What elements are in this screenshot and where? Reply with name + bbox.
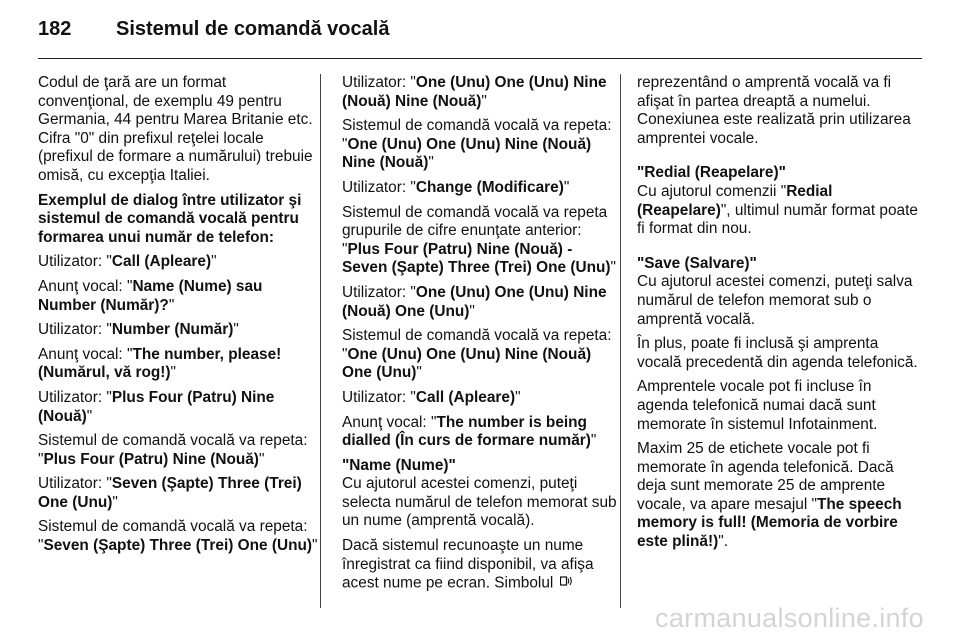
name-command-heading: "Name (Nume)" bbox=[342, 456, 456, 474]
watermark: carmanualsonline.info bbox=[655, 603, 924, 633]
dialog-line: Utilizator: "Number (Număr)" bbox=[38, 321, 239, 339]
dialog-line: Utilizator: "Change (Modificare)" bbox=[342, 178, 570, 196]
save-text: Cu ajutorul acestei comenzi, puteţi salva numărul de telefon memorat sub o amprentă vocală. bbox=[637, 273, 913, 328]
dialog-line: Utilizator: "Seven (Şapte) Three (Trei) One (Unu)" bbox=[38, 475, 302, 511]
dialog-line: Sistemul de comandă vocală va repeta: "One (Unu) One (Unu) Nine (Nouă) One (Unu)" bbox=[342, 327, 612, 382]
dialog-line: Sistemul de comandă vocală va repeta: "Seven (Şapte) Three (Trei) One (Unu)" bbox=[38, 518, 318, 555]
page-title: Sistemul de comandă vocală bbox=[116, 18, 390, 40]
save-text-3: Amprentele vocale pot fi incluse în agenda telefonică numai dacă sunt memorate în sistemul Infotainment. bbox=[637, 378, 878, 433]
dialog-line: Utilizator: "Call (Apleare)" bbox=[342, 388, 521, 406]
voice-tag-continuation: reprezentând o amprentă vocală va fi afişat în partea dreaptă a numelui. Conexiunea este realizată prin utilizarea amprentei vocale. bbox=[637, 74, 911, 147]
dialog-line: Utilizator: "One (Unu) One (Unu) Nine (Nouă) Nine (Nouă)" bbox=[342, 74, 607, 110]
dialog-line: Anunţ vocal: "The number, please! (Numărul, vă rog!)" bbox=[38, 345, 282, 382]
save-text-2: În plus, poate fi inclusă şi amprenta vocală precedentă din agenda telefonică. bbox=[637, 335, 918, 371]
name-command-text-2: Dacă sistemul recunoaşte un nume înregistrat ca fiind disponibil, va afişa acest nume pe ecran. Simbolul bbox=[342, 537, 594, 592]
page-number: 182 bbox=[38, 18, 72, 40]
column-divider-2 bbox=[620, 74, 621, 608]
dialog-line: Anunţ vocal: "The number is being dialled (În curs de formare număr)" bbox=[342, 413, 597, 450]
dialog-line: Anunţ vocal: "Name (Nume) sau Number (Număr)?" bbox=[38, 277, 263, 314]
column-2 bbox=[342, 74, 617, 599]
column-1 bbox=[38, 74, 318, 562]
dialog-line: Utilizator: "One (Unu) One (Unu) Nine (Nouă) One (Unu)" bbox=[342, 283, 607, 320]
dialog-line: Utilizator: "Plus Four (Patru) Nine (Nouă)" bbox=[38, 388, 275, 425]
dialog-line: Utilizator: "Call (Apleare)" bbox=[38, 253, 217, 271]
dialog-heading: Exemplul de dialog între utilizator şi sistemul de comandă vocală pentru formarea unui număr de telefon: bbox=[38, 191, 302, 246]
save-heading: "Save (Salvare)" bbox=[637, 254, 757, 272]
name-command-text: Cu ajutorul acestei comenzi, puteţi selecta numărul de telefon memorat sub un nume (amprentă vocală). bbox=[342, 475, 617, 530]
redial-text: Cu ajutorul comenzii "Redial (Reapelare)", ultimul număr format poate fi format din nou. bbox=[637, 182, 918, 238]
dialog-line: Sistemul de comandă vocală va repeta: "Plus Four (Patru) Nine (Nouă)" bbox=[38, 432, 308, 468]
column-3 bbox=[637, 74, 927, 558]
redial-heading: "Redial (Reapelare)" bbox=[637, 164, 786, 182]
max-tags-text: Maxim 25 de etichete vocale pot fi memorate în agenda telefonică. Dacă deja sunt memorate 25 de amprente vocale, va apare mesajul "The speech memory is full! (Memoria de vorbire este plină!)". bbox=[637, 440, 902, 551]
header-rule bbox=[38, 58, 922, 59]
dialog-line: Sistemul de comandă vocală va repeta: "One (Unu) One (Unu) Nine (Nouă) Nine (Nouă)" bbox=[342, 117, 612, 172]
page-header bbox=[38, 18, 389, 48]
column-divider-1 bbox=[320, 74, 321, 608]
voice-tag-icon bbox=[560, 574, 574, 593]
intro-paragraph: Codul de ţară are un format convenţional, de exemplu 49 pentru Germania, 44 pentru Marea Britanie etc. Cifra "0" din prefixul reţelei locale (prefixul de formare a numărului) trebuie omisă, cu excepţia Italiei. bbox=[38, 74, 313, 184]
dialog-line: Sistemul de comandă vocală va repeta grupurile de cifre enunţate anterior: "Plus Four (Patru) Nine (Nouă) - Seven (Şapte) Three (Trei) One (Unu)" bbox=[342, 203, 616, 277]
